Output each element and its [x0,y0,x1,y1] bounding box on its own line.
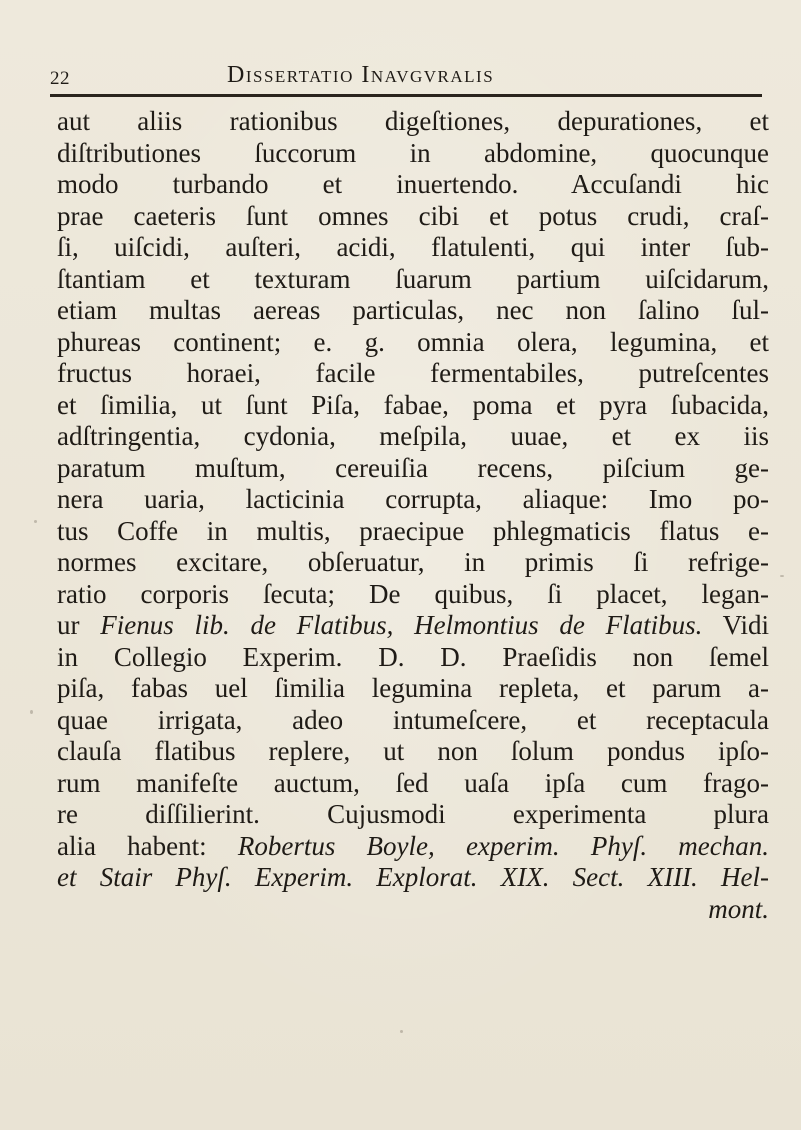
text-line-17 [57,610,769,642]
text-line-19: piſa, fabas uel ſimilia legumina repleta, et parum a- [57,673,769,703]
text-line-10: et ſimilia, ut ſunt Piſa, fabae, poma et pyra ſubacida, [57,389,769,420]
paper-speck [30,710,33,714]
page-number: 22 [50,68,70,89]
text-line-18: in Collegio Experim. D. D. Praeſidis non ſemel [57,641,769,672]
paper-speck [780,575,784,577]
text-line-16: ratio corporis ſecuta; De quibus, ſi placet, legan- [57,578,769,609]
text-line-3: modo turbando et inuertendo. Accuſandi hic [57,169,769,199]
line-17-prefix: ur [57,610,101,640]
text-line-6: ſtantiam et texturam ſuarum partium uiſcidarum, [57,263,769,294]
header-rule [50,94,762,97]
page-header [50,62,762,98]
paper-speck [34,520,37,523]
text-line-5: ſi, uiſcidi, auſteri, acidi, flatulenti, qui inter ſub- [57,232,769,262]
text-line-2: diſtributiones ſuccorum in abdomine, quocunque [57,137,769,168]
text-line-11: adſtringentia, cydonia, meſpila, uuae, et ex iis [57,421,769,451]
running-head: Dissertatio Inavgvralis [227,62,495,88]
paper-speck [400,1030,403,1033]
text-line-8: phureas continent; e. g. omnia olera, legumina, et [57,326,769,357]
text-line-24 [57,831,769,863]
text-line-13: nera uaria, lacticinia corrupta, aliaque: Imo po- [57,484,769,514]
text-line-21: clauſa flatibus replere, ut non ſolum pondus ipſo- [57,736,769,766]
line-24-prefix: alia habent: [57,830,238,861]
text-line-12: paratum muſtum, cereuiſia recens, piſcium ge- [57,452,769,483]
text-line-23: re diſſilierint. Cujusmodi experimenta plura [57,799,769,829]
text-line-15: normes excitare, obſeruatur, in primis ſi refrige- [57,547,769,577]
citation-fienus-helmont: Fienus lib. de Flatibus, Helmontius de Flatibus. [100,610,703,640]
text-line-14: tus Coffe in multis, praecipue phlegmaticis flatus e- [57,515,769,546]
citation-boyle: Robertus Boyle, experim. Phyſ. mechan. [237,830,769,861]
citation-helmont-end: mont. [708,893,769,924]
citation-stair: et Stair Phyſ. Experim. Explorat. XIX. Sect. XIII. Hel- [57,862,769,892]
text-line-22: rum manifeſte auctum, ſed uaſa ipſa cum frago- [57,767,769,798]
line-17-suffix: Vidi [702,610,769,640]
text-line-1: aut aliis rationibus digeſtiones, depurationes, et [57,106,769,136]
text-line-9: fructus horaei, facile fermentabiles, putreſcentes [57,358,769,388]
body-text [57,106,769,925]
text-line-20: quae irrigata, adeo intumeſcere, et receptacula [57,704,769,735]
text-line-4: prae caeteris ſunt omnes cibi et potus crudi, craſ- [57,200,769,231]
text-line-7: etiam multas aereas particulas, nec non ſalino ſul- [57,295,769,325]
